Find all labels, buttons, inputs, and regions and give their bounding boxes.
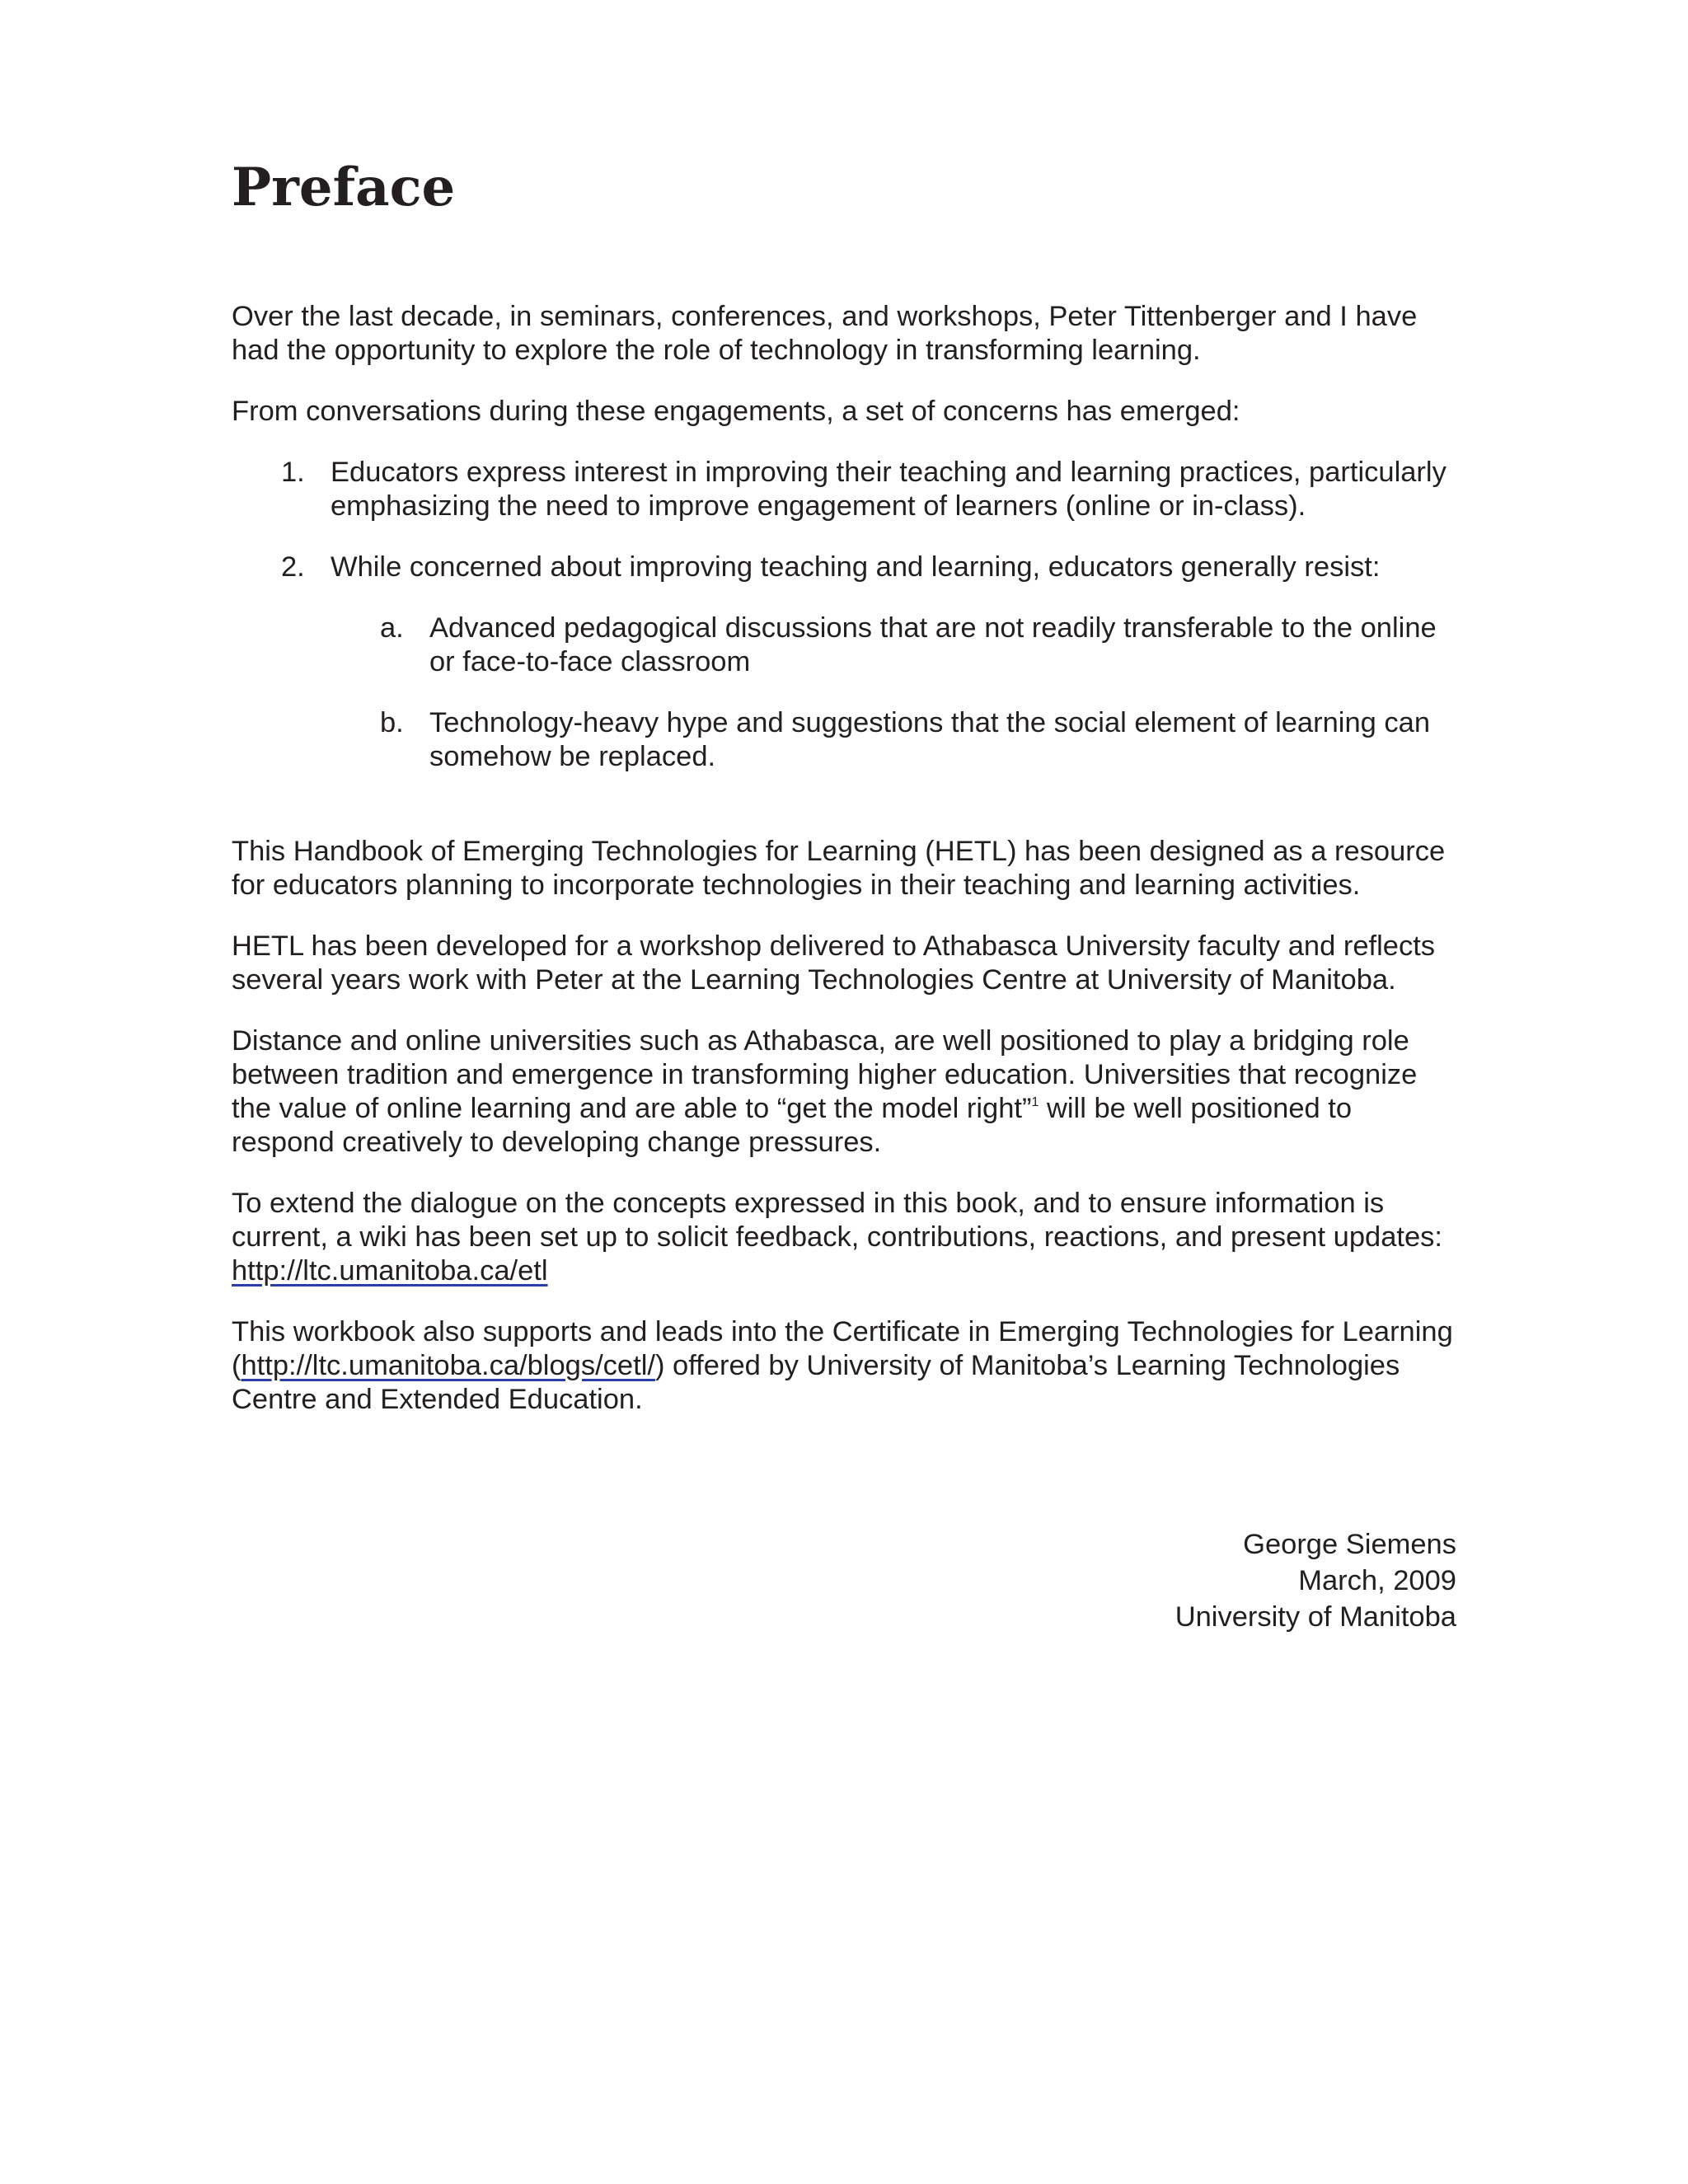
list-item-text: While concerned about improving teaching and learning, educators generally resist: [331, 551, 1381, 583]
list-marker: 1. [281, 457, 305, 488]
wiki-link[interactable]: http://ltc.umanitoba.ca/etl [232, 1255, 548, 1286]
author-name: George Siemens [1243, 1529, 1456, 1560]
certificate-paragraph [232, 1315, 1456, 1417]
intro-paragraph: Over the last decade, in seminars, conferences, and workshops, Peter Tittenberger and I have had the opportunity to explore the role of technology in transforming learning. [232, 301, 1418, 366]
sublist-marker: a. [380, 612, 404, 644]
wiki-paragraph [232, 1187, 1456, 1288]
certificate-link[interactable]: http://ltc.umanitoba.ca/blogs/cetl/ [241, 1350, 655, 1381]
list-item-text: Educators express interest in improving their teaching and learning practices, particularly emphasizing the need to improve engagement of learners (online or in-class). [331, 457, 1447, 522]
hetl-purpose-paragraph: This Handbook of Emerging Technologies for Learning (HETL) has been designed as a resource for educators planning to incorporate technologies in their teaching and learning activities. [232, 836, 1446, 901]
list-item [232, 456, 1456, 523]
signature-date: March, 2009 [1298, 1565, 1456, 1596]
section-spacer [232, 774, 1456, 835]
concerns-list [232, 456, 1456, 774]
list-item-body [331, 551, 1456, 774]
preface-body [232, 300, 1456, 1444]
paragraph-text: ) offered by University of Manitoba’s Learning Technologies Centre and Extended Education. [232, 1350, 1400, 1415]
concerns-intro-paragraph: From conversations during these engagements, a set of concerns has emerged: [232, 396, 1240, 427]
sublist-item-text: Advanced pedagogical discussions that are not readily transferable to the online or face-to-face classroom [429, 612, 1437, 677]
paragraph-text: This workbook also supports and leads into the Certificate in Emerging Technologies for Learning ( [232, 1316, 1453, 1381]
list-marker: 2. [281, 551, 305, 583]
footnote-reference[interactable]: 1 [1031, 1095, 1039, 1109]
paragraph-text: Distance and online universities such as Athabasca, are well positioned to play a bridging role between tradition and emergence in transforming higher education. Universities that recognize the value of online learning and are able to “get the model right” [232, 1025, 1418, 1124]
resist-sublist [232, 612, 1456, 774]
sublist-item [232, 706, 1456, 774]
hetl-origin-paragraph: HETL has been developed for a workshop delivered to Athabasca University faculty and reflects several years work with Peter at the Learning Technologies Centre at University of Manitoba. [232, 930, 1436, 996]
sublist-marker: b. [380, 707, 404, 738]
list-item [232, 551, 1456, 774]
distance-universities-paragraph [232, 1024, 1456, 1160]
paragraph-text: To extend the dialogue on the concepts expressed in this book, and to ensure information is current, a wiki has been set up to solicit feedback, contributions, reactions, and present updates: [232, 1188, 1443, 1253]
paragraph-text: will be well positioned to respond creatively to developing change pressures. [232, 1093, 1353, 1158]
sublist-item [232, 612, 1456, 679]
page-title: Preface [232, 157, 456, 218]
author-affiliation: University of Manitoba [1175, 1601, 1456, 1633]
signature-block [1175, 1526, 1456, 1635]
sublist-item-text: Technology-heavy hype and suggestions that the social element of learning can somehow be replaced. [429, 707, 1431, 772]
